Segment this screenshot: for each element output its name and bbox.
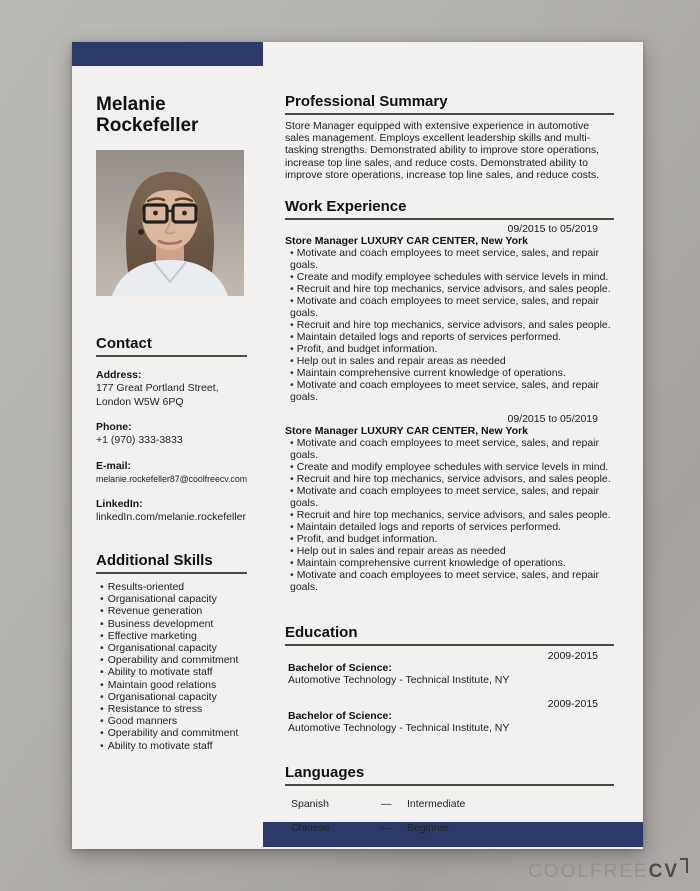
skill-item bbox=[96, 630, 247, 642]
skill-item bbox=[96, 666, 247, 678]
language-row bbox=[285, 798, 614, 810]
additional-skills-section bbox=[96, 553, 247, 752]
skill-label: Resistance to stress bbox=[107, 703, 203, 716]
job-date: 09/2015 to 05/2019 bbox=[507, 413, 598, 426]
contact-section bbox=[96, 336, 247, 524]
job-bullet bbox=[285, 247, 614, 271]
job-bullet-text: Maintain comprehensive current knowledge of operations. bbox=[296, 367, 566, 380]
job-bullet bbox=[285, 367, 614, 379]
job-bullet-text: Motivate and coach employees to meet service, sales, and repair goals. bbox=[290, 569, 600, 594]
job-bullet-text: Create and modify employee schedules with service levels in mind. bbox=[296, 271, 609, 284]
job-bullets bbox=[285, 437, 614, 593]
work-experience-heading: Work Experience bbox=[285, 199, 614, 220]
education-entry bbox=[285, 698, 614, 734]
job-bullet bbox=[285, 557, 614, 569]
job-bullet bbox=[285, 485, 614, 509]
languages-heading: Languages bbox=[285, 765, 614, 786]
skill-item bbox=[96, 703, 247, 715]
skill-label: Ability to motivate staff bbox=[107, 739, 213, 752]
job-bullet bbox=[285, 437, 614, 461]
job-bullet-text: Recruit and hire top mechanics, service advisors, and sales people. bbox=[296, 473, 611, 486]
skill-label: Good manners bbox=[107, 715, 178, 728]
job-bullet-text: Maintain comprehensive current knowledge of operations. bbox=[296, 557, 566, 570]
job-date: 09/2015 to 05/2019 bbox=[507, 223, 598, 236]
job-bullet bbox=[285, 509, 614, 521]
job-bullet-text: Create and modify employee schedules with service levels in mind. bbox=[296, 461, 609, 474]
email-label: E-mail: bbox=[96, 459, 132, 472]
job-bullet-text: Motivate and coach employees to meet service, sales, and repair goals. bbox=[290, 379, 600, 404]
skill-label: Operability and commitment bbox=[107, 654, 239, 667]
person-name: Melanie Rockefeller bbox=[96, 94, 199, 136]
job-bullet bbox=[285, 319, 614, 331]
language-name: Spanish bbox=[291, 798, 329, 811]
skill-label: Operability and commitment bbox=[107, 727, 239, 740]
education-heading: Education bbox=[285, 625, 614, 646]
education-details: Automotive Technology - Technical Institute, NY bbox=[288, 674, 510, 687]
education-date: 2009-2015 bbox=[547, 650, 598, 663]
skill-item bbox=[96, 618, 247, 630]
address-value: 177 Great Portland Street, London W5W 6PQ bbox=[96, 382, 219, 408]
job-bullet-text: Profit, and budget information. bbox=[296, 533, 438, 546]
resume-page bbox=[72, 42, 643, 849]
professional-summary-heading: Professional Summary bbox=[285, 94, 614, 115]
skill-label: Revenue generation bbox=[107, 605, 203, 618]
skill-label: Organisational capacity bbox=[107, 593, 217, 606]
skill-item bbox=[96, 691, 247, 703]
additional-skills-heading: Additional Skills bbox=[96, 553, 247, 574]
job-bullet-text: Profit, and budget information. bbox=[296, 343, 438, 356]
job-bullet-text: Motivate and coach employees to meet service, sales, and repair goals. bbox=[290, 437, 600, 462]
job-bullet bbox=[285, 379, 614, 403]
language-level: Intermediate bbox=[407, 798, 466, 811]
skill-item bbox=[96, 654, 247, 666]
contact-linkedin bbox=[96, 497, 247, 525]
skill-label: Ability to motivate staff bbox=[107, 666, 213, 679]
phone-label: Phone: bbox=[96, 421, 132, 433]
job-bullet-text: Recruit and hire top mechanics, service advisors, and sales people. bbox=[296, 283, 611, 296]
job-bullet bbox=[285, 569, 614, 593]
skill-label: Organisational capacity bbox=[107, 690, 217, 703]
language-name: Chinese bbox=[291, 822, 330, 835]
education-date: 2009-2015 bbox=[547, 698, 598, 711]
language-dash: — bbox=[381, 822, 392, 835]
education-degree: Bachelor of Science: bbox=[288, 662, 392, 675]
skill-item bbox=[96, 715, 247, 727]
email-value: melanie.rockefeller87@coolfreecv.com bbox=[96, 473, 248, 484]
skill-item bbox=[96, 679, 247, 691]
job-title: Store Manager LUXURY CAR CENTER, New York bbox=[285, 235, 528, 248]
professional-summary-text: Store Manager equipped with extensive experience in automotive sales management. Employs excellent leadership skills and multi-tasking strengths. Demonstrated ability to improve store operations, increase top line sales, and reduce costs. Demonstrated ability to improve store operations, increase top line sales, and reduce costs. bbox=[285, 120, 600, 181]
skill-item bbox=[96, 605, 247, 617]
skill-label: Business development bbox=[107, 617, 214, 630]
sidebar bbox=[96, 42, 247, 752]
brand-corner-mark-icon bbox=[680, 858, 688, 873]
skill-item bbox=[96, 642, 247, 654]
job-bullet-text: Recruit and hire top mechanics, service advisors, and sales people. bbox=[296, 319, 611, 332]
job-title: Store Manager LUXURY CAR CENTER, New York bbox=[285, 425, 528, 438]
job-bullet bbox=[285, 473, 614, 485]
job-entry bbox=[285, 413, 614, 593]
contact-address bbox=[96, 368, 247, 409]
skill-item bbox=[96, 740, 247, 752]
job-bullet-text: Maintain detailed logs and reports of services performed. bbox=[296, 331, 562, 344]
phone-value: +1 (970) 333-3833 bbox=[96, 434, 183, 446]
job-bullet bbox=[285, 461, 614, 473]
education-entry bbox=[285, 650, 614, 686]
coolfreecv-logo bbox=[528, 858, 688, 883]
languages-list bbox=[285, 798, 614, 834]
job-bullet bbox=[285, 533, 614, 545]
job-bullet bbox=[285, 283, 614, 295]
job-bullet bbox=[285, 295, 614, 319]
brand-text-bold: CV bbox=[648, 861, 679, 882]
contact-phone bbox=[96, 420, 247, 448]
skill-item bbox=[96, 581, 247, 593]
brand-text-light: COOLFREE bbox=[528, 861, 649, 882]
linkedin-label: LinkedIn: bbox=[96, 497, 143, 510]
job-bullet-text: Motivate and coach employees to meet service, sales, and repair goals. bbox=[290, 485, 600, 510]
job-bullet-text: Motivate and coach employees to meet service, sales, and repair goals. bbox=[290, 295, 600, 320]
job-bullet bbox=[285, 271, 614, 283]
contact-email bbox=[96, 459, 247, 486]
language-dash: — bbox=[381, 798, 392, 811]
skill-label: Effective marketing bbox=[107, 629, 197, 642]
job-bullet bbox=[285, 331, 614, 343]
job-bullet-text: Help out in sales and repair areas as needed bbox=[296, 355, 506, 368]
skill-item bbox=[96, 593, 247, 605]
linkedin-value: linkedIn.com/melanie.rockefeller bbox=[96, 510, 246, 523]
profile-photo bbox=[96, 150, 244, 296]
education-degree: Bachelor of Science: bbox=[288, 710, 392, 723]
language-row bbox=[285, 822, 614, 834]
skills-list bbox=[96, 581, 247, 752]
language-level: Beginner bbox=[407, 822, 450, 835]
education-details: Automotive Technology - Technical Institute, NY bbox=[288, 722, 510, 735]
job-entry bbox=[285, 223, 614, 403]
contact-heading: Contact bbox=[96, 336, 247, 357]
skill-label: Maintain good relations bbox=[107, 678, 217, 691]
job-bullets bbox=[285, 247, 614, 403]
job-bullet bbox=[285, 545, 614, 557]
skill-item bbox=[96, 727, 247, 739]
job-bullet-text: Maintain detailed logs and reports of services performed. bbox=[296, 521, 562, 534]
address-label: Address: bbox=[96, 369, 142, 381]
job-bullet-text: Help out in sales and repair areas as needed bbox=[296, 545, 506, 558]
job-bullet bbox=[285, 355, 614, 367]
job-bullet bbox=[285, 521, 614, 533]
job-bullet bbox=[285, 343, 614, 355]
skill-label: Organisational capacity bbox=[107, 642, 217, 655]
job-bullet-text: Motivate and coach employees to meet service, sales, and repair goals. bbox=[290, 247, 600, 272]
main-column bbox=[285, 42, 614, 834]
job-bullet-text: Recruit and hire top mechanics, service advisors, and sales people. bbox=[296, 509, 611, 522]
skill-label: Results-oriented bbox=[107, 581, 185, 593]
